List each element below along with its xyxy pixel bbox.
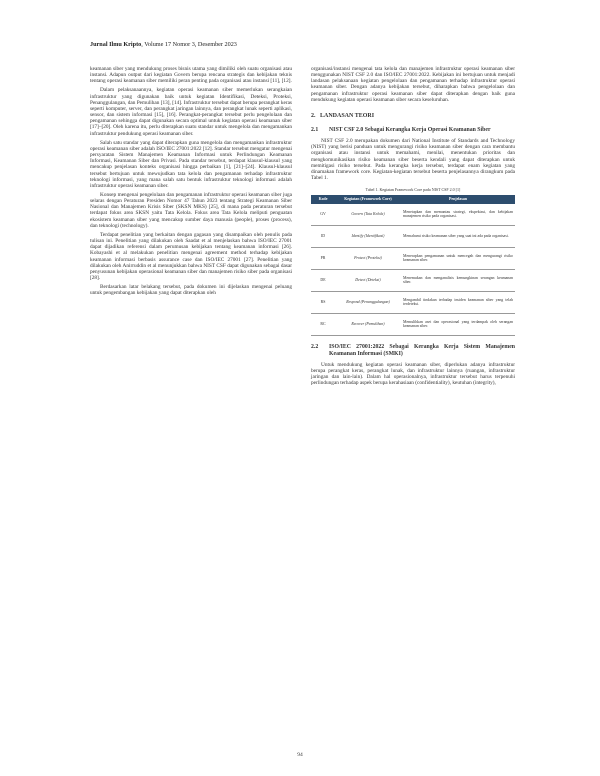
table-row [311, 247, 515, 269]
table-cell-code: ID [311, 225, 335, 247]
paragraph: Terdapat penelitian yang berkaitan dengan gagasan yang disampaikan oleh penulis pada tulisan ini. Penelitian yang dilakukan oleh Saadat et al menjelaskan bahwa ISO/IEC 27001 dapat dijadikan referensi dalam perumusan kebijakan tentang keamanan informasi [26]. Kobayashi et al melakukan penelitian mengenai agreement method terhadap kebijakan keamanan informasi berbasis assurance case dan ISO/IEC 27001 [27]. Penelitian yang dilakukan oleh Anirruddin et al menunjukkan bahwa NIST CSF dapat digunakan sebagai dasar penyusunan kebijakan operasional keamanan siber dan manajemen risiko siber pada organisasi [28]. [90, 231, 292, 281]
paragraph: keamanan siber yang mendukung proses bisnis utama yang dimiliki oleh suatu organisasi atau instansi. Adapun output dari kegiatan Govern berupa rencana strategis dan kebijakan teknis tentang operasi keamanan siber memiliki peran penting pada organisasi atau instansi [11], [12]. [90, 66, 292, 85]
table-row [311, 291, 515, 313]
subsection-heading [311, 127, 515, 134]
subsection-number: 2.2 [311, 343, 319, 350]
table-cell-description: Memulihkan aset dan operasional yang terdampak oleh serangan keamanan siber. [401, 313, 515, 335]
paragraph: Berdasarkan latar belakang tersebut, pada dokumen ini dijelaskan mengenai peluang untuk pengembangan kebijakan yang dapat diterapkan oleh [90, 284, 292, 297]
table-cell-description: Memahami risiko keamanan siber yang saat ini ada pada organisasi. [401, 225, 515, 247]
subsection-title: NIST CSF 2.0 Sebagai Kerangka Kerja Operasi Keamanan Siber [329, 127, 491, 134]
table-cell-category: Recover (Pemulihan) [335, 313, 401, 335]
paragraph: NIST CSF 2.0 merupakan dokumen dari National Institute of Standards and Technology (NIST) yang berisi panduan untuk mengurangi risiko keamanan siber dengan cara membantu organisasi atau instansi untuk memahami, menilai, menentukan prioritas dan mengkomunikasikan risiko keamanan siber beserta kendali yang dapat diterapkan untuk memitigasi risiko tersebut. Pada kerangka kerja tersebut, terdapat enam kegiatan yang dinamakan framework core. Kegiatan-kegiatan tersebut beserta penjelasannya dirangkum pada Tabel 1. [311, 138, 515, 182]
table-cell-description: Menetapkan dan memantau strategi, ekspektasi, dan kebijakan manajemen risiko pada organisasi. [401, 204, 515, 226]
subsection-title: ISO/IEC 27001:2022 Sebagai Kerangka Kerja Sistem Manajemen Keamanan Informasi (SMKI) [329, 343, 515, 357]
table-cell-description: Mengambil tindakan terhadap insiden keamanan siber yang telah terdeteksi. [401, 291, 515, 313]
table-cell-code: RC [311, 313, 335, 335]
section-number: 2. [311, 112, 316, 119]
table-header-cell: Penjelasan [401, 195, 515, 204]
table-row [311, 313, 515, 335]
journal-name: Jurnal Ilmu Kripto [90, 41, 142, 48]
table-cell-category: Detect (Deteksi) [335, 269, 401, 291]
table-row [311, 269, 515, 291]
table-cell-category: Respond (Penanggulangan) [335, 291, 401, 313]
table-header-row [311, 195, 515, 204]
paragraph: Dalam pelaksanaannya, kegiatan operasi keamanan siber memerlukan serangkaian infrastruktur yang digunakan baik untuk kegiatan Identifikasi, Deteksi, Proteksi, Penanggulangan, dan Pemulihan [13], [14]. Infrastruktur tersebut dapat berupa perangkat keras seperti komputer, server, dan perangkat jaringan lainnya, dan perangkat lunak seperti aplikasi, sensor, dan sistem informasi [15], [16]. Perangkat-perangkat tersebut perlu pengelolaan dan pengamanan sehingga dapat digunakan secara optimal untuk kegiatan operasi keamanan siber [17]–[20]. Oleh karena itu, perlu diterapkan suatu standar untuk mengelola dan mengamankan infrastruktur pendukung operasi keamanan siber. [90, 87, 292, 137]
section-heading [311, 113, 515, 119]
table-cell-category: Govern (Tata Kelola) [335, 204, 401, 226]
journal-issue: , Volume 17 Nomor 3, Desember 2023 [141, 41, 237, 48]
right-column [311, 66, 515, 387]
table-header-cell: Kode [311, 195, 335, 204]
table-cell-code: GV [311, 204, 335, 226]
table-cell-code: PR [311, 247, 335, 269]
table-row [311, 225, 515, 247]
left-column [90, 66, 292, 296]
table-cell-description: Menerapkan pengamanan untuk mencegah dan mengurangi risiko keamanan siber. [401, 247, 515, 269]
paragraph: Konsep mengenai pengelolaan dan pengamanan infrastruktur operasi keamanan siber juga selaras dengan Peraturan Presiden Nomor 47 Tahun 2023 tentang Strategi Keamanan Siber Nasional dan Manajemen Krisis Siber (SKSN MKS) [25], di mana pada peraturan tersebut terdapat fokus area SKSN yaitu Tata Kelola. Fokus area Tata Kelola meliputi penguatan ekosistem keamanan siber yang mencakup sumber daya manusia (people), proses (process), dan teknologi (technology). [90, 191, 292, 229]
table-cell-code: RS [311, 291, 335, 313]
table-cell-description: Menemukan dan menganalisis kemungkinan serangan keamanan siber. [401, 269, 515, 291]
table-cell-category: Identify (Identifikasi) [335, 225, 401, 247]
section-title: LANDASAN TEORI [320, 112, 375, 119]
paragraph: Salah satu standar yang dapat diterapkan guna mengelola dan mengamankan infrastruktur operasi keamanan siber adalah ISO/IEC 27001:2022 [12]. Standar tersebut mengatur mengenai persyaratan Sistem Manajemen Keamanan Informasi untuk Perlindungan Keamanan Informasi, Keamanan Siber dan Privasi. Pada standar tersebut, terdapat klausul-klausul yang mencakup penjelasan konteks organisasi hingga perbaikan [1], [21]–[24]. Klausul-klausul tersebut bertujuan untuk mewujudkan tata kelola dan pengamanan terhadap infrastruktur teknologi informasi, yang mana salah satu bentuk infrastruktur teknologi informasi adalah infrastruktur operasi keamanan siber. [90, 139, 292, 189]
table-row [311, 204, 515, 226]
table-caption: Tabel 1. Kegiatan Framework Core pada NIST CSF 2.0 [1] [365, 187, 461, 193]
table-cell-category: Protect (Proteksi) [335, 247, 401, 269]
table-header-cell: Kegiatan (Framework Core) [335, 195, 401, 204]
table-cell-code: DE [311, 269, 335, 291]
subsection-heading [311, 344, 515, 358]
running-header [90, 41, 237, 48]
paragraph: organisasi/instansi mengenai tata kelola dan manajemen infrastruktur operasi keamanan siber menggunakan NIST CSF 2.0 dan ISO/IEC 27001:2022. Kebijakan ini bertujuan untuk menjadi landasan pelaksanaan kegiatan pengelolaan dan pengamanan terhadap infrastruktur operasi keamanan siber. Dengan adanya kebijakan tersebut, diharapkan bahwa pengelolaan dan pengamanan infrastruktur operasi keamanan siber dapat diterapkan dengan baik guna mendukung kegiatan operasi keamanan siber secara keseluruhan. [311, 66, 515, 103]
subsection-number: 2.1 [311, 127, 319, 134]
framework-core-table [311, 195, 515, 336]
page-number: 94 [297, 752, 303, 758]
paragraph: Untuk mendukung kegiatan operasi keamanan siber, diperlukan adanya infrastruktur berupa perangkat keras, perangkat lunak, dan infrastruktur lainnya (ruangan, infrastruktur jaringan dan lain-lain). Dalam hal operasionalnya, infrastruktur tersebut harus terpenuhi perlindungan terhadap aspek berupa kerahasiaan (confidentiality), keutuhan (integrity), [311, 361, 515, 387]
